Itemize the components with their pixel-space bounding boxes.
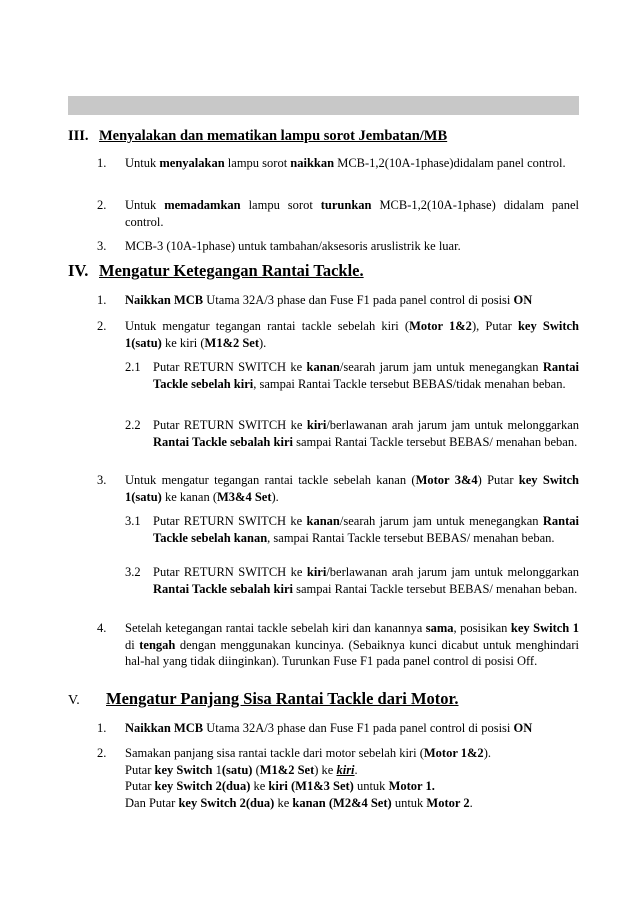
section-title: Menyalakan dan mematikan lampu sorot Jembatan/MB xyxy=(99,128,448,144)
header-bar xyxy=(68,96,579,115)
section-heading-iv xyxy=(68,261,364,281)
section-number: III. xyxy=(68,128,89,144)
section-number: IV. xyxy=(68,261,89,280)
section-title: Mengatur Ketegangan Rantai Tackle. xyxy=(99,261,364,280)
document-page: III. Menyalakan dan mematikan lampu sorot Jembatan/MB 1. Untuk menyalakan lampu sorot naikkan MCB-1,2(10A-1phase)didalam panel control. 2. Untuk memadamkan lampu sorot turunkan MCB-1,2(10A-1phase) didalam panel control. 3. MCB-3 (10A-1phase) untuk tambahan/aksesoris aruslistrik ke luar. IV. Mengatur Ketegangan Rantai Tackle. 1. Naikkan MCB Utama 32A/3 phase dan Fuse F1 pada panel control di posisi ON 2. Untuk mengatur tegangan rantai tackle sebelah kiri (Motor 1&2), Putar key Switch 1(satu) ke kiri (M1&2 Set). 2.1 Putar RETURN SWITCH ke kanan/searah jarum jam untuk menegangkan Rantai Tackle sebelah kiri, sampai Rantai Tackle tersebut BEBAS/tidak menahan beban. 2.2 Putar RETURN SWITCH ke kiri/berlawanan arah jarum jam untuk melonggarkan Rantai Tackle sebalah kiri sampai Rantai Tackle tersebut BEBAS/ menahan beban. 3. Untuk mengatur tegangan rantai tackle sebelah kanan (Motor 3&4) Putar key Switch 1(satu) ke kanan (M3&4 Set). 3.1 Putar RETURN SWITCH ke kanan/searah jarum jam untuk menegangkan Rantai Tackle sebelah kanan, sampai Rantai Tackle tersebut BEBAS/ menahan beban. 3.2 Putar RETURN SWITCH ke kiri/berlawanan arah jarum jam untuk melonggarkan Rantai Tackle sebalah kiri sampai Rantai Tackle tersebut BEBAS/ menahan beban. 4. Setelah ketegangan rantai tackle sebelah kiri dan kanannya sama, posisikan key Switch 1 di tengah dengan menggunakan kuncinya. (Sebaiknya kunci dicabut untuk menghindari hal-hal yang tidak diinginkan). Turunkan Fuse F1 pada panel control di posisi Off. V. Mengatur Panjang Sisa Rantai Tackle dari Motor. 1. Naikkan MCB Utama 32A/3 phase dan Fuse F1 pada panel control di posisi ON 2. Samakan panjang sisa rantai tackle dari motor sebelah kiri (Motor 1&2). Putar key Switch 1(satu) (M1&2 Set) ke kiri. Putar key Switch 2(dua) ke kiri (M1&3 Set) untuk Motor 1. Dan Putar key Switch 2(dua) ke kanan (M2&4 Set) untuk Motor 2. xyxy=(0,0,638,903)
line: Putar key Switch 1(satu) (M1&2 Set) ke kiri. xyxy=(125,762,358,777)
line: Dan Putar key Switch 2(dua) ke kanan (M2&4 Set) untuk Motor 2. xyxy=(125,795,473,810)
section-heading-iii xyxy=(68,128,447,145)
section-title: Mengatur Panjang Sisa Rantai Tackle dari Motor. xyxy=(106,689,459,708)
line: Samakan panjang sisa rantai tackle dari motor sebelah kiri (Motor 1&2). xyxy=(125,746,491,760)
line: Putar key Switch 2(dua) ke kiri (M1&3 Set) untuk Motor 1. xyxy=(125,779,435,793)
section-heading-v xyxy=(68,689,459,709)
section-number: V. xyxy=(68,693,80,708)
